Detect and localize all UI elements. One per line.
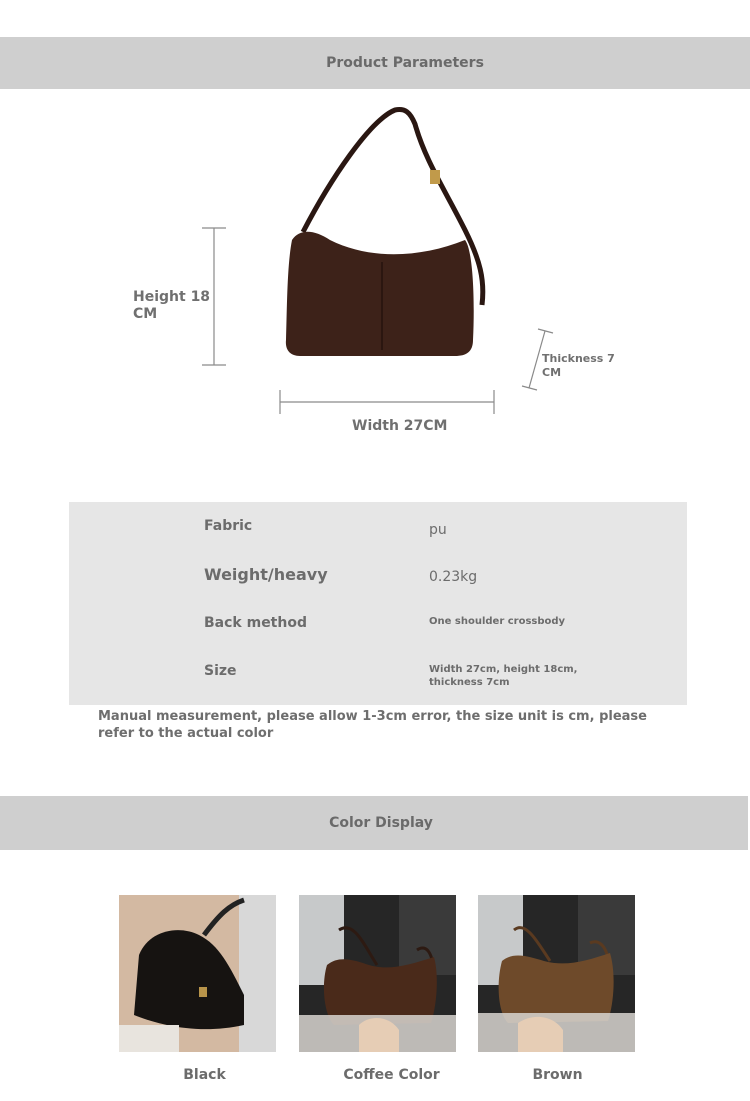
- spec-key-fabric: Fabric: [204, 518, 253, 534]
- bag-body-shape: [286, 232, 474, 356]
- color-label-brown: Brown: [532, 1067, 583, 1083]
- color-label-coffee: Coffee Color: [343, 1067, 440, 1083]
- color-swatch-brown[interactable]: [478, 895, 635, 1052]
- black-bag-photo: [119, 895, 276, 1052]
- color-swatch-black[interactable]: [119, 895, 276, 1052]
- section-title: Color Display: [329, 815, 433, 831]
- spec-key-back-method: Back method: [204, 615, 307, 631]
- height-label: Height 18 CM: [133, 289, 211, 322]
- color-label-black: Black: [183, 1067, 226, 1083]
- product-bag-image: [270, 100, 500, 365]
- spec-value-back-method: One shoulder crossbody: [429, 616, 566, 627]
- spec-key-size: Size: [204, 663, 237, 679]
- color-swatch-coffee[interactable]: [299, 895, 456, 1052]
- spec-value-weight: 0.23kg: [429, 569, 478, 585]
- section-title: Product Parameters: [326, 55, 484, 71]
- brown-bag-photo: [478, 895, 635, 1052]
- coffee-bag-photo: [299, 895, 456, 1052]
- spec-key-weight: Weight/heavy: [204, 565, 328, 584]
- measurement-note: Manual measurement, please allow 1-3cm error, the size unit is cm, please refer to the actual color: [98, 709, 647, 741]
- thickness-label: Thickness 7 CM: [542, 352, 615, 379]
- spec-table: [69, 502, 687, 705]
- width-label: Width 27CM: [352, 418, 448, 434]
- color-display-banner: [0, 796, 748, 850]
- buckle-shape: [430, 170, 440, 184]
- spec-value-fabric: pu: [429, 522, 447, 538]
- spec-value-size: Width 27cm, height 18cm, thickness 7cm: [429, 664, 578, 688]
